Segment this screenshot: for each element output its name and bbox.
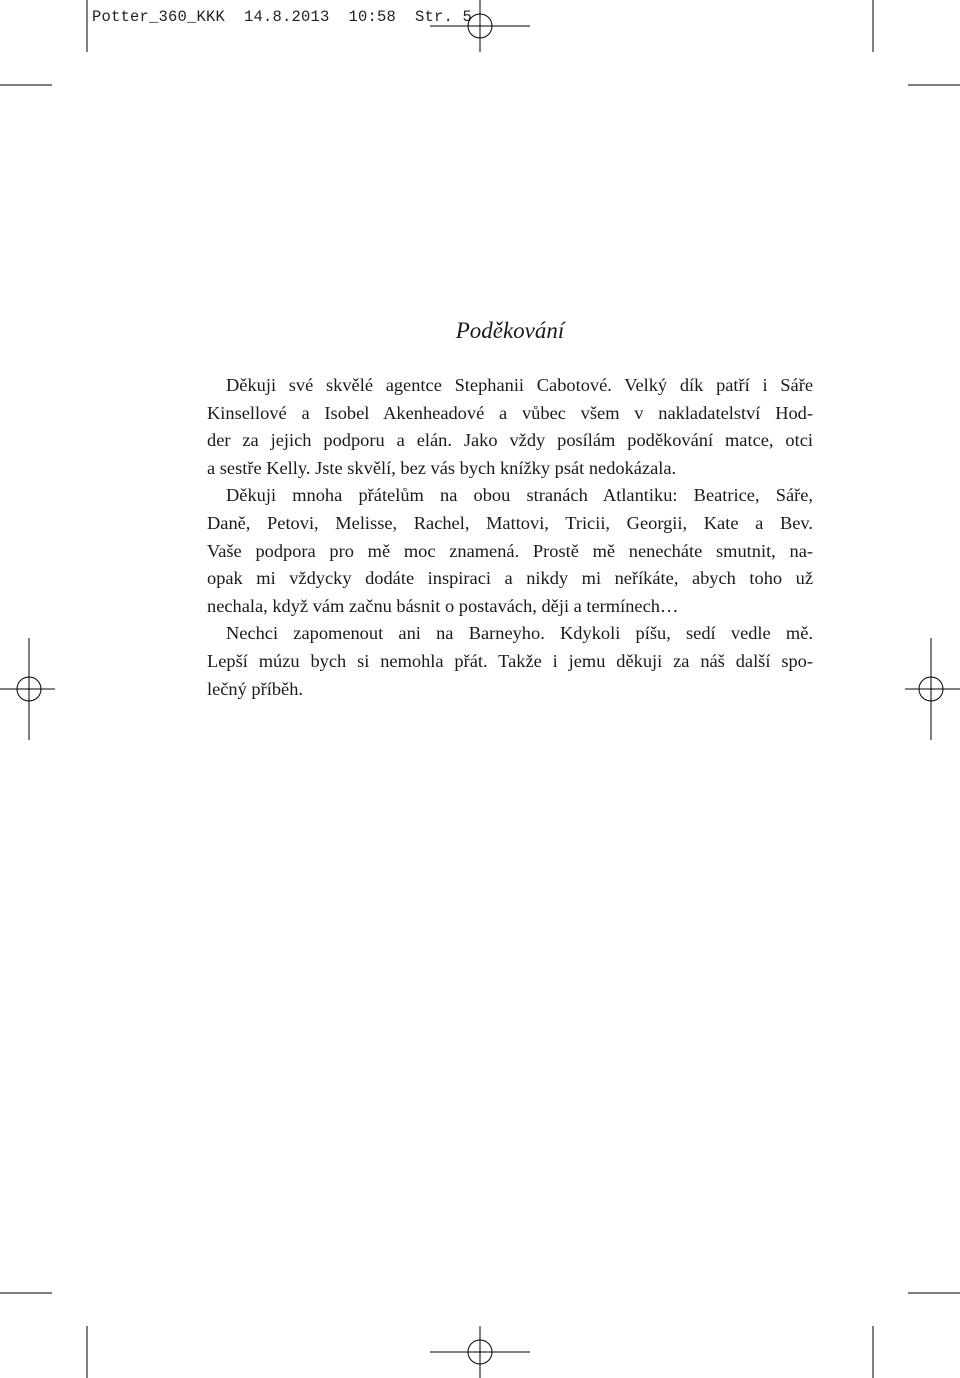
text-line: opak mi vždycky dodáte inspiraci a nikdy mi neříkáte, abych toho už bbox=[207, 568, 813, 589]
text-line: Děkuji své skvělé agentce Stephanii Cabotové. Velký dík patří i Sáře bbox=[226, 375, 813, 395]
registration-mark-bottom bbox=[430, 1326, 530, 1378]
text-line: a sestře Kelly. Jste skvělí, bez vás bych knížky psát nedokázala. bbox=[207, 457, 677, 478]
acknowledgements-text bbox=[207, 372, 813, 703]
text-line: der za jejich podporu a elán. Jako vždy posílám poděkování matce, otci bbox=[207, 430, 813, 451]
text-line: Kinsellové a Isobel Akenheadové a vůbec všem v nakladatelství Hod- bbox=[207, 402, 813, 423]
page-title: Poděkování bbox=[455, 318, 565, 343]
text-line: Lepší múzu bych si nemohla přát. Takže i jemu děkuji za náš další spo- bbox=[207, 650, 813, 671]
text-line: Vaše podpora pro mě moc znamená. Prostě mě nenecháte smutnit, na- bbox=[207, 540, 813, 561]
text-line: Daně, Petovi, Melisse, Rachel, Mattovi, Tricii, Georgii, Kate a Bev. bbox=[207, 512, 813, 533]
print-slug: Potter_360_KKK 14.8.2013 10:58 Str. 5 bbox=[92, 8, 473, 26]
text-line: Nechci zapomenout ani na Barneyho. Kdykoli píšu, sedí vedle mě. bbox=[226, 623, 813, 644]
text-line: nechala, když vám začnu básnit o postavách, ději a termínech… bbox=[207, 595, 679, 616]
registration-mark-left bbox=[0, 638, 55, 740]
text-line: Děkuji mnoha přátelům na obou stranách Atlantiku: Beatrice, Sáře, bbox=[226, 485, 813, 506]
text-line: lečný příběh. bbox=[207, 678, 304, 699]
registration-mark-right bbox=[905, 638, 960, 740]
